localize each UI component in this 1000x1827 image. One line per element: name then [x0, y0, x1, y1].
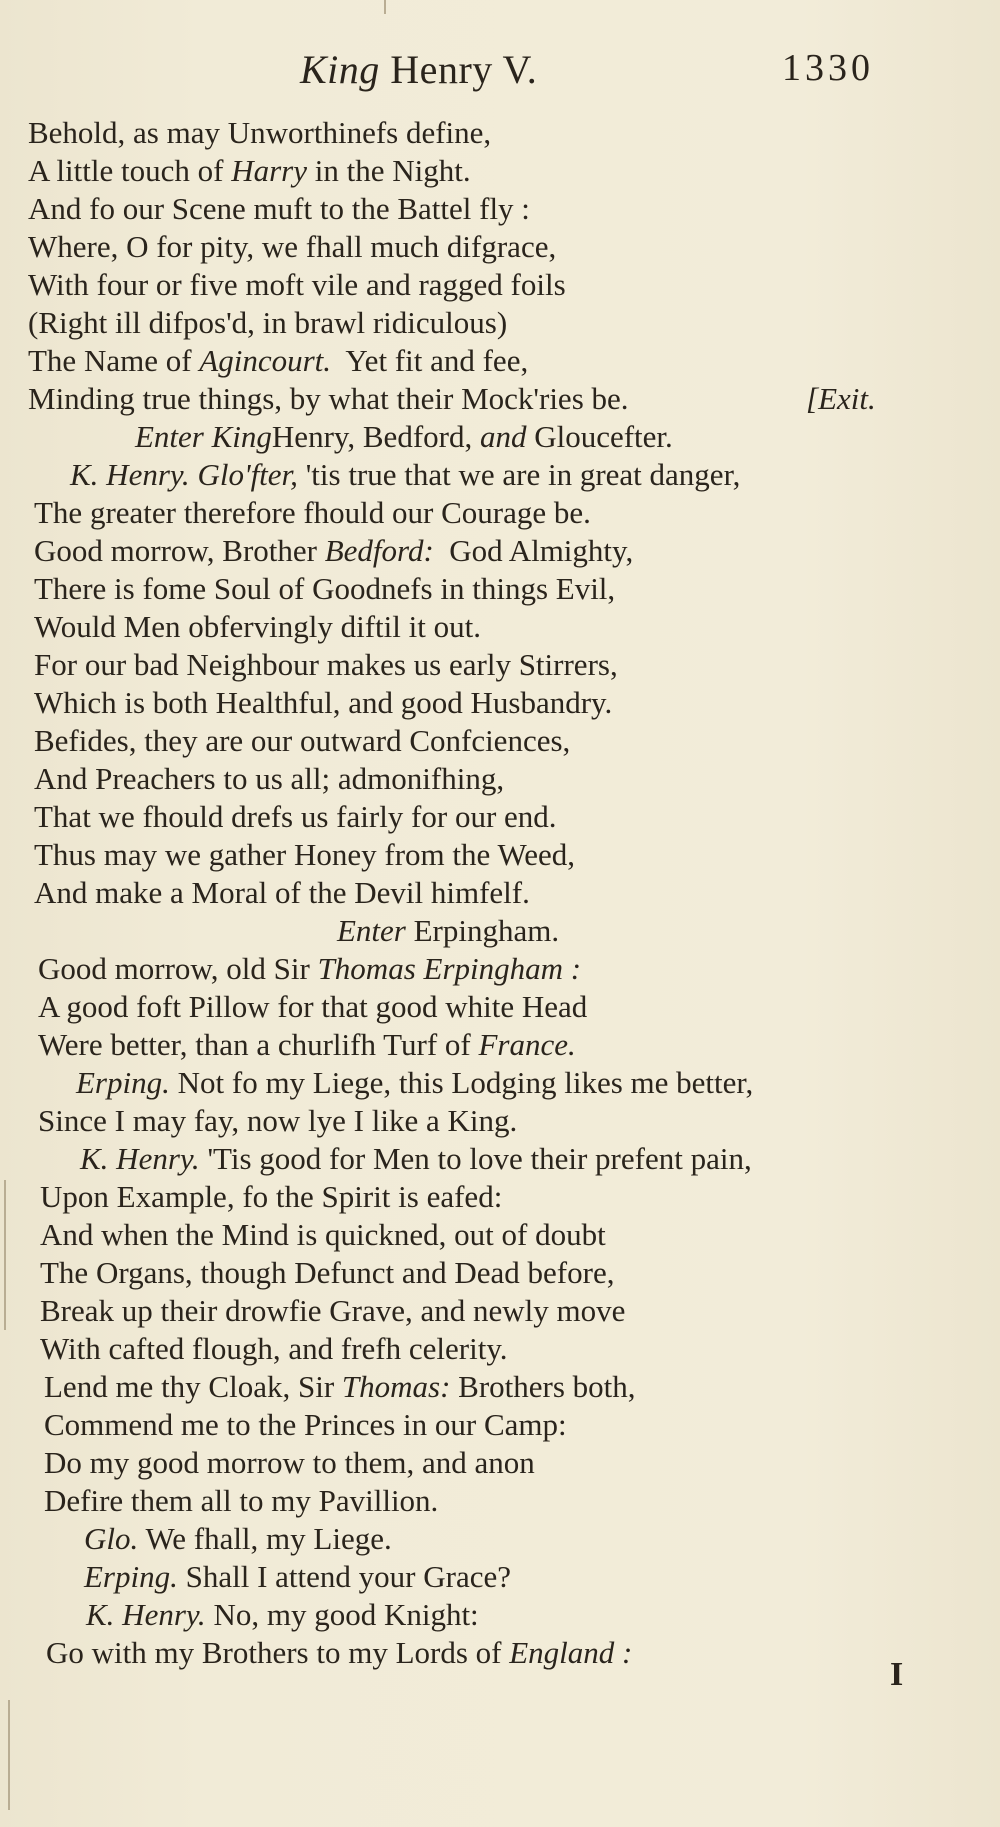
text-line: Go with my Brothers to my Lords of England : — [46, 1635, 633, 1670]
text-line: The greater therefore fhould our Courage be. — [34, 495, 591, 530]
text-line: Good morrow, old Sir Thomas Erpingham : — [38, 951, 582, 986]
text-line: Do my good morrow to them, and anon — [44, 1445, 535, 1480]
speaker-name: Erping. — [76, 1065, 170, 1100]
page-header — [0, 46, 1000, 106]
text-line: Good morrow, Brother Bedford: God Almighty, — [34, 533, 634, 568]
speaker-name: K. Henry. — [70, 457, 190, 492]
text-line: Befides, they are our outward Confciences, — [34, 723, 571, 758]
margin-rule — [8, 1700, 10, 1810]
stage-direction-enter: Enter Erpingham. — [337, 913, 560, 948]
speech-line: K. Henry. Glo'fter, 'tis true that we are in great danger, — [70, 457, 741, 492]
text-line: A little touch of Harry in the Night. — [28, 153, 471, 188]
text-line: Which is both Healthful, and good Husbandry. — [34, 685, 613, 720]
text-line: Behold, as may Unworthinefs define, — [28, 115, 492, 150]
text-line: And make a Moral of the Devil himfelf. — [34, 875, 530, 910]
page-number: 1330 — [782, 47, 874, 89]
text-line: The Name of Agincourt. Yet fit and fee, — [28, 343, 529, 378]
text-line: Break up their drowfie Grave, and newly move — [40, 1293, 626, 1328]
text-line: The Organs, though Defunct and Dead before, — [40, 1255, 615, 1290]
speech-line: K. Henry. No, my good Knight: — [86, 1597, 479, 1632]
text-line: That we fhould drefs us fairly for our end. — [34, 799, 557, 834]
speech-line: Glo. We fhall, my Liege. — [84, 1521, 392, 1556]
text-line: And when the Mind is quickned, out of doubt — [40, 1217, 606, 1252]
text-line: Thus may we gather Honey from the Weed, — [34, 837, 575, 872]
text-line: And fo our Scene muft to the Battel fly : — [28, 191, 530, 226]
catchword: I — [890, 1656, 904, 1693]
running-head-title: Henry V. — [390, 47, 538, 92]
text-line: A good foft Pillow for that good white Head — [38, 989, 588, 1024]
text-line: Commend me to the Princes in our Camp: — [44, 1407, 567, 1442]
speech-line: K. Henry. 'Tis good for Men to love their prefent pain, — [80, 1141, 752, 1176]
text-line: With cafted flough, and frefh celerity. — [40, 1331, 508, 1366]
text-line: Where, O for pity, we fhall much difgrace, — [28, 229, 557, 264]
speaker-name: Erping. — [84, 1559, 178, 1594]
text-line: Were better, than a churlifh Turf of France. — [38, 1027, 576, 1062]
margin-rule — [4, 1180, 6, 1330]
speech-line: Erping. Shall I attend your Grace? — [84, 1559, 511, 1594]
text-line: With four or five moft vile and ragged foils — [28, 267, 566, 302]
text-line: (Right ill difpos'd, in brawl ridiculous) — [28, 305, 508, 340]
text-line: Would Men obfervingly diftil it out. — [34, 609, 481, 644]
text-line: Upon Example, fo the Spirit is eafed: — [40, 1179, 503, 1214]
text-line: Since I may fay, now lye I like a King. — [38, 1103, 518, 1138]
speech-line: Erping. Not fo my Liege, this Lodging likes me better, — [76, 1065, 754, 1100]
text-line: Defire them all to my Pavillion. — [44, 1483, 439, 1518]
margin-speck — [384, 0, 386, 14]
text-line: Minding true things, by what their Mock'ries be. — [28, 381, 629, 416]
speaker-name: K. Henry. — [86, 1597, 206, 1632]
text-line: Lend me thy Cloak, Sir Thomas: Brothers both, — [44, 1369, 636, 1404]
text-line: For our bad Neighbour makes us early Stirrers, — [34, 647, 618, 682]
running-head-king: King — [300, 47, 380, 92]
text-line: There is fome Soul of Goodnefs in things Evil, — [34, 571, 616, 606]
stage-direction-exit: [Exit. — [806, 381, 876, 416]
text-line: And Preachers to us all; admonifhing, — [34, 761, 505, 796]
running-head — [300, 46, 537, 93]
stage-direction-enter: Enter KingHenry, Bedford, and Gloucefter. — [135, 419, 673, 454]
speaker-name: K. Henry. — [80, 1141, 200, 1176]
speaker-name: Glo. — [84, 1521, 139, 1556]
